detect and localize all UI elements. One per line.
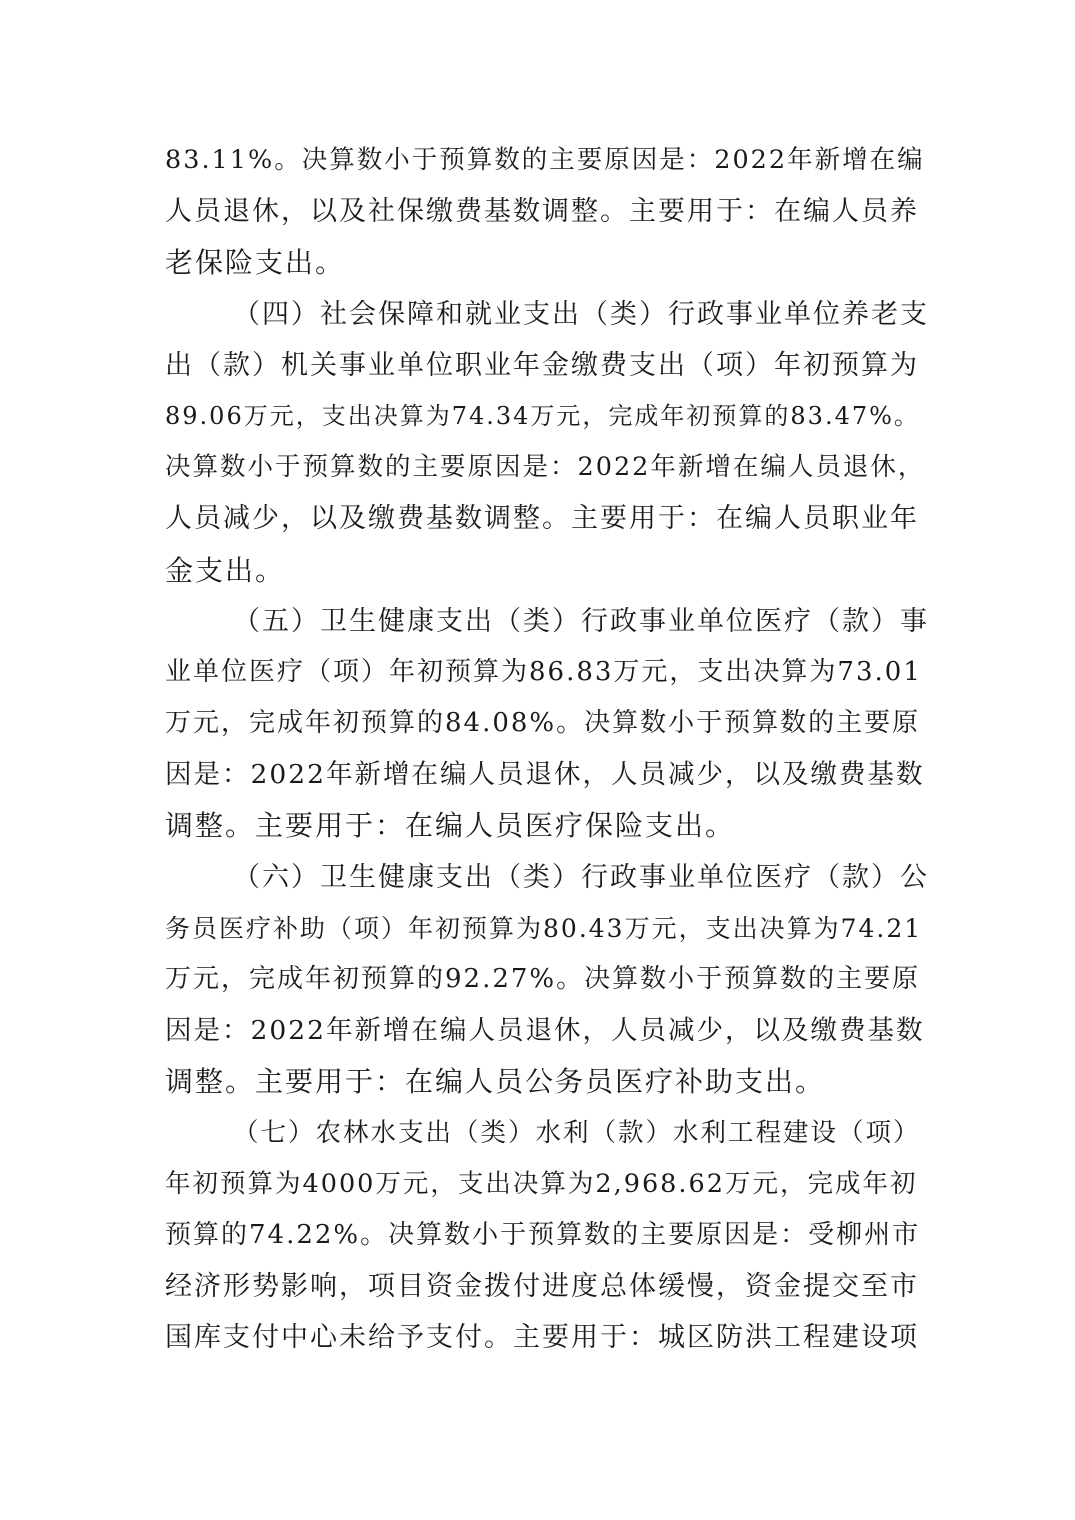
document-body bbox=[165, 135, 929, 1364]
text-line: 经济形势影响，项目资金拨付进度总体缓慢，资金提交至市 bbox=[165, 1271, 919, 1303]
text-line: 老保险支出。 bbox=[165, 246, 346, 280]
text-line: 万元，完成年初预算的92.27%。决算数小于预算数的主要原 bbox=[165, 964, 921, 994]
text-line: 决算数小于预算数的主要原因是：2022年新增在编人员退休， bbox=[165, 452, 926, 483]
text-line: 人员减少，以及缴费基数调整。主要用于：在编人员职业年 bbox=[165, 503, 919, 535]
text-line: 调整。主要用于：在编人员医疗保险支出。 bbox=[165, 809, 736, 843]
text-line: 国库支付中心未给予支付。主要用于：城区防洪工程建设项 bbox=[165, 1322, 919, 1354]
text-line: 务员医疗补助（项）年初预算为80.43万元，支出决算为74.21 bbox=[165, 913, 923, 943]
paragraph-start-line: （七）农林水支出（类）水利（款）水利工程建设（项） bbox=[233, 1117, 921, 1148]
text-line: 预算的74.22%。决算数小于预算数的主要原因是：受柳州市 bbox=[165, 1219, 921, 1250]
text-line: 出（款）机关事业单位职业年金缴费支出（项）年初预算为 bbox=[165, 349, 919, 381]
text-line: 业单位医疗（项）年初预算为86.83万元，支出决算为73.01 bbox=[165, 656, 922, 687]
text-line: 调整。主要用于：在编人员公务员医疗补助支出。 bbox=[165, 1065, 826, 1099]
paragraph-start-line: （六）卫生健康支出（类）行政事业单位医疗（款）公 bbox=[233, 861, 929, 893]
paragraph-start-line: （五）卫生健康支出（类）行政事业单位医疗（款）事 bbox=[233, 605, 929, 637]
paragraph-start-line: （四）社会保障和就业支出（类）行政事业单位养老支 bbox=[233, 298, 929, 330]
text-line: 万元，完成年初预算的84.08%。决算数小于预算数的主要原 bbox=[165, 708, 921, 739]
text-line: 年初预算为4000万元，支出决算为2,968.62万元，完成年初 bbox=[165, 1168, 918, 1199]
text-line: 83.11%。决算数小于预算数的主要原因是：2022年新增在编 bbox=[165, 145, 925, 175]
text-line: 因是：2022年新增在编人员退休，人员减少，以及缴费基数 bbox=[165, 1015, 925, 1047]
text-line: 因是：2022年新增在编人员退休，人员减少，以及缴费基数 bbox=[165, 759, 925, 791]
text-line: 金支出。 bbox=[165, 553, 286, 587]
text-line: 89.06万元，支出决算为74.34万元，完成年初预算的83.47%。 bbox=[165, 401, 920, 430]
text-line: 人员退休，以及社保缴费基数调整。主要用于：在编人员养 bbox=[165, 196, 919, 228]
